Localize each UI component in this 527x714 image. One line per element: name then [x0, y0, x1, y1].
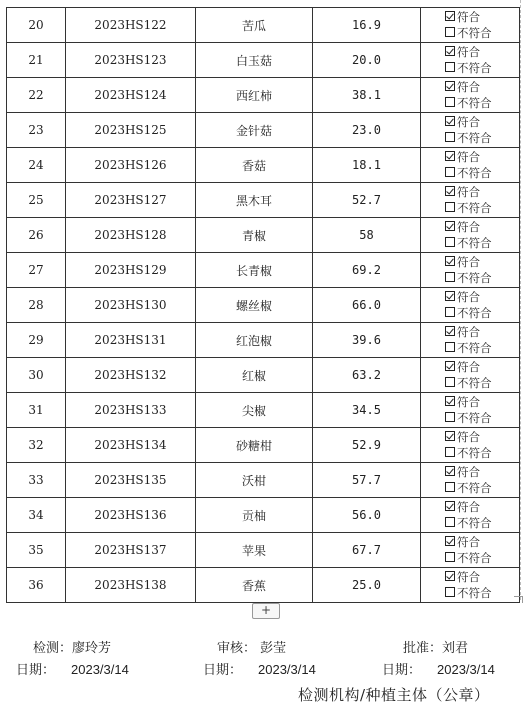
- conformity-cell: [421, 183, 520, 218]
- test-value: 57.7: [313, 463, 421, 498]
- date-value: 2023/3/14: [258, 662, 316, 677]
- sample-name: 西红柿: [196, 78, 313, 113]
- inspection-results-table: [6, 7, 520, 603]
- option-fail-label: 不符合: [457, 481, 492, 495]
- option-pass-label: 符合: [457, 150, 480, 164]
- option-fail-label: 不符合: [457, 446, 492, 460]
- option-fail[interactable]: [421, 165, 519, 181]
- table-row: [7, 113, 520, 148]
- table-row: [7, 393, 520, 428]
- unchecked-box-icon[interactable]: [445, 517, 455, 527]
- test-value: 63.2: [313, 358, 421, 393]
- option-fail-label: 不符合: [457, 26, 492, 40]
- sample-code: 2023HS129: [66, 253, 196, 288]
- table-row: [7, 8, 520, 43]
- table-row: [7, 218, 520, 253]
- option-pass[interactable]: [421, 184, 519, 200]
- row-number: 24: [7, 148, 66, 183]
- date-label: 日期：: [203, 663, 243, 678]
- option-pass-label: 符合: [457, 255, 480, 269]
- row-number: 23: [7, 113, 66, 148]
- conformity-cell: [421, 393, 520, 428]
- test-value: 34.5: [313, 393, 421, 428]
- row-number: 32: [7, 428, 66, 463]
- option-pass-label: 符合: [457, 500, 480, 514]
- table-row: [7, 568, 520, 603]
- unchecked-box-icon[interactable]: [445, 27, 455, 37]
- conformity-cell: [421, 323, 520, 358]
- row-number: 25: [7, 183, 66, 218]
- sample-name: 青椒: [196, 218, 313, 253]
- option-fail-label: 不符合: [457, 201, 492, 215]
- sample-name: 香菇: [196, 148, 313, 183]
- option-fail[interactable]: [421, 445, 519, 461]
- option-fail-label: 不符合: [457, 271, 492, 285]
- option-pass[interactable]: [421, 359, 519, 375]
- option-pass-label: 符合: [457, 430, 480, 444]
- option-pass-label: 符合: [457, 570, 480, 584]
- conformity-cell: [421, 533, 520, 568]
- test-value: 52.9: [313, 428, 421, 463]
- reviewer-date: [203, 659, 316, 678]
- option-pass[interactable]: [421, 9, 519, 25]
- sample-name: 尖椒: [196, 393, 313, 428]
- option-fail[interactable]: [421, 585, 519, 601]
- sample-name: 香蕉: [196, 568, 313, 603]
- checked-box-icon[interactable]: [445, 326, 455, 336]
- test-value: 20.0: [313, 43, 421, 78]
- sample-name: 长青椒: [196, 253, 313, 288]
- checked-box-icon[interactable]: [445, 46, 455, 56]
- option-pass[interactable]: [421, 114, 519, 130]
- sample-code: 2023HS133: [66, 393, 196, 428]
- option-fail-label: 不符合: [457, 96, 492, 110]
- table-row: [7, 288, 520, 323]
- unchecked-box-icon[interactable]: [445, 202, 455, 212]
- row-number: 31: [7, 393, 66, 428]
- sample-code: 2023HS131: [66, 323, 196, 358]
- checked-box-icon[interactable]: [445, 571, 455, 581]
- option-fail-label: 不符合: [457, 131, 492, 145]
- sample-code: 2023HS132: [66, 358, 196, 393]
- sample-code: 2023HS134: [66, 428, 196, 463]
- option-pass-label: 符合: [457, 290, 480, 304]
- table-row: [7, 148, 520, 183]
- row-number: 35: [7, 533, 66, 568]
- checked-box-icon[interactable]: [445, 536, 455, 546]
- table-body: [7, 8, 520, 603]
- unchecked-box-icon[interactable]: [445, 62, 455, 72]
- option-fail[interactable]: [421, 480, 519, 496]
- unchecked-box-icon[interactable]: [445, 272, 455, 282]
- conformity-cell: [421, 253, 520, 288]
- option-pass[interactable]: [421, 149, 519, 165]
- option-fail-label: 不符合: [457, 166, 492, 180]
- sample-name: 贡柚: [196, 498, 313, 533]
- sample-name: 螺丝椒: [196, 288, 313, 323]
- option-pass-label: 符合: [457, 45, 480, 59]
- option-pass-label: 符合: [457, 325, 480, 339]
- table-row: [7, 498, 520, 533]
- add-row-button[interactable]: +: [252, 603, 280, 619]
- option-fail[interactable]: [421, 410, 519, 426]
- checked-box-icon[interactable]: [445, 431, 455, 441]
- reviewer-signature: 审核： 彭莹: [217, 641, 287, 656]
- sample-code: 2023HS128: [66, 218, 196, 253]
- table-row: [7, 463, 520, 498]
- option-fail[interactable]: [421, 375, 519, 391]
- option-fail-label: 不符合: [457, 61, 492, 75]
- option-pass-label: 符合: [457, 115, 480, 129]
- checked-box-icon[interactable]: [445, 186, 455, 196]
- row-number: 36: [7, 568, 66, 603]
- table-row: [7, 533, 520, 568]
- checked-box-icon[interactable]: [445, 291, 455, 301]
- test-value: 23.0: [313, 113, 421, 148]
- approver-date: [382, 659, 495, 678]
- tester-date: [16, 659, 129, 678]
- option-fail[interactable]: [421, 25, 519, 41]
- page-margin-guide: [520, 0, 521, 600]
- test-value: 56.0: [313, 498, 421, 533]
- unchecked-box-icon[interactable]: [445, 482, 455, 492]
- option-fail-label: 不符合: [457, 551, 492, 565]
- sample-name: 黑木耳: [196, 183, 313, 218]
- conformity-cell: [421, 463, 520, 498]
- checked-box-icon[interactable]: [445, 396, 455, 406]
- option-pass-label: 符合: [457, 80, 480, 94]
- test-value: 52.7: [313, 183, 421, 218]
- table-row: [7, 428, 520, 463]
- sample-code: 2023HS125: [66, 113, 196, 148]
- option-fail-label: 不符合: [457, 341, 492, 355]
- tester-signature: 检测：廖玲芳: [33, 641, 112, 656]
- sample-code: 2023HS135: [66, 463, 196, 498]
- option-pass[interactable]: [421, 394, 519, 410]
- checked-box-icon[interactable]: [445, 81, 455, 91]
- option-fail[interactable]: [421, 340, 519, 356]
- sample-code: 2023HS126: [66, 148, 196, 183]
- approver-signature: 批准：刘君: [403, 641, 469, 656]
- option-fail[interactable]: [421, 95, 519, 111]
- option-pass[interactable]: [421, 79, 519, 95]
- sample-name: 苦瓜: [196, 8, 313, 43]
- option-fail[interactable]: [421, 200, 519, 216]
- test-value: 69.2: [313, 253, 421, 288]
- checked-box-icon[interactable]: [445, 11, 455, 21]
- unchecked-box-icon[interactable]: [445, 307, 455, 317]
- sample-code: 2023HS136: [66, 498, 196, 533]
- option-pass[interactable]: [421, 569, 519, 585]
- checked-box-icon[interactable]: [445, 221, 455, 231]
- option-fail[interactable]: [421, 270, 519, 286]
- option-pass[interactable]: [421, 254, 519, 270]
- unchecked-box-icon[interactable]: [445, 237, 455, 247]
- option-pass[interactable]: [421, 499, 519, 515]
- sample-name: 砂糖柑: [196, 428, 313, 463]
- option-fail[interactable]: [421, 550, 519, 566]
- option-fail-label: 不符合: [457, 306, 492, 320]
- unchecked-box-icon[interactable]: [445, 167, 455, 177]
- unchecked-box-icon[interactable]: [445, 412, 455, 422]
- test-value: 38.1: [313, 78, 421, 113]
- option-fail-label: 不符合: [457, 516, 492, 530]
- conformity-cell: [421, 428, 520, 463]
- unchecked-box-icon[interactable]: [445, 552, 455, 562]
- checked-box-icon[interactable]: [445, 466, 455, 476]
- test-value: 18.1: [313, 148, 421, 183]
- option-pass[interactable]: [421, 44, 519, 60]
- unchecked-box-icon[interactable]: [445, 97, 455, 107]
- unchecked-box-icon[interactable]: [445, 447, 455, 457]
- sample-name: 红泡椒: [196, 323, 313, 358]
- test-value: 25.0: [313, 568, 421, 603]
- option-pass-label: 符合: [457, 10, 480, 24]
- option-pass-label: 符合: [457, 360, 480, 374]
- date-value: 2023/3/14: [71, 662, 129, 677]
- unchecked-box-icon[interactable]: [445, 342, 455, 352]
- unchecked-box-icon[interactable]: [445, 377, 455, 387]
- checked-box-icon[interactable]: [445, 116, 455, 126]
- checked-box-icon[interactable]: [445, 256, 455, 266]
- conformity-cell: [421, 78, 520, 113]
- table-row: [7, 78, 520, 113]
- sample-code: 2023HS127: [66, 183, 196, 218]
- conformity-cell: [421, 218, 520, 253]
- sample-name: 苹果: [196, 533, 313, 568]
- option-pass-label: 符合: [457, 465, 480, 479]
- conformity-cell: [421, 568, 520, 603]
- conformity-cell: [421, 8, 520, 43]
- date-label: 日期：: [16, 663, 56, 678]
- conformity-cell: [421, 113, 520, 148]
- official-seal-caption: 检测机构/种植主体（公章）: [298, 686, 490, 704]
- row-number: 30: [7, 358, 66, 393]
- option-fail-label: 不符合: [457, 376, 492, 390]
- option-fail[interactable]: [421, 130, 519, 146]
- option-pass[interactable]: [421, 429, 519, 445]
- sample-code: 2023HS123: [66, 43, 196, 78]
- conformity-cell: [421, 358, 520, 393]
- option-pass[interactable]: [421, 464, 519, 480]
- option-fail[interactable]: [421, 60, 519, 76]
- row-number: 28: [7, 288, 66, 323]
- row-number: 27: [7, 253, 66, 288]
- option-pass-label: 符合: [457, 220, 480, 234]
- sample-name: 白玉菇: [196, 43, 313, 78]
- test-value: 58: [313, 218, 421, 253]
- table-row: [7, 358, 520, 393]
- option-fail[interactable]: [421, 305, 519, 321]
- option-pass[interactable]: [421, 324, 519, 340]
- row-number: 34: [7, 498, 66, 533]
- conformity-cell: [421, 288, 520, 323]
- option-fail[interactable]: [421, 235, 519, 251]
- row-number: 33: [7, 463, 66, 498]
- row-number: 26: [7, 218, 66, 253]
- date-value: 2023/3/14: [437, 662, 495, 677]
- sample-code: 2023HS124: [66, 78, 196, 113]
- checked-box-icon[interactable]: [445, 151, 455, 161]
- option-fail[interactable]: [421, 515, 519, 531]
- sample-code: 2023HS138: [66, 568, 196, 603]
- option-pass[interactable]: [421, 289, 519, 305]
- unchecked-box-icon[interactable]: [445, 587, 455, 597]
- row-number: 20: [7, 8, 66, 43]
- checked-box-icon[interactable]: [445, 361, 455, 371]
- conformity-cell: [421, 43, 520, 78]
- table-row: [7, 253, 520, 288]
- test-value: 39.6: [313, 323, 421, 358]
- option-pass[interactable]: [421, 534, 519, 550]
- checked-box-icon[interactable]: [445, 501, 455, 511]
- unchecked-box-icon[interactable]: [445, 132, 455, 142]
- test-value: 66.0: [313, 288, 421, 323]
- page-corner-mark: [514, 596, 523, 603]
- option-pass-label: 符合: [457, 395, 480, 409]
- sample-code: 2023HS122: [66, 8, 196, 43]
- sample-name: 沃柑: [196, 463, 313, 498]
- table-row: [7, 323, 520, 358]
- sample-name: 红椒: [196, 358, 313, 393]
- date-label: 日期：: [382, 663, 422, 678]
- option-fail-label: 不符合: [457, 586, 492, 600]
- table-row: [7, 43, 520, 78]
- conformity-cell: [421, 148, 520, 183]
- option-pass-label: 符合: [457, 535, 480, 549]
- row-number: 22: [7, 78, 66, 113]
- table-row: [7, 183, 520, 218]
- option-pass-label: 符合: [457, 185, 480, 199]
- option-pass[interactable]: [421, 219, 519, 235]
- conformity-cell: [421, 498, 520, 533]
- row-number: 21: [7, 43, 66, 78]
- test-value: 16.9: [313, 8, 421, 43]
- sample-name: 金针菇: [196, 113, 313, 148]
- test-value: 67.7: [313, 533, 421, 568]
- sample-code: 2023HS137: [66, 533, 196, 568]
- option-fail-label: 不符合: [457, 411, 492, 425]
- option-fail-label: 不符合: [457, 236, 492, 250]
- row-number: 29: [7, 323, 66, 358]
- sample-code: 2023HS130: [66, 288, 196, 323]
